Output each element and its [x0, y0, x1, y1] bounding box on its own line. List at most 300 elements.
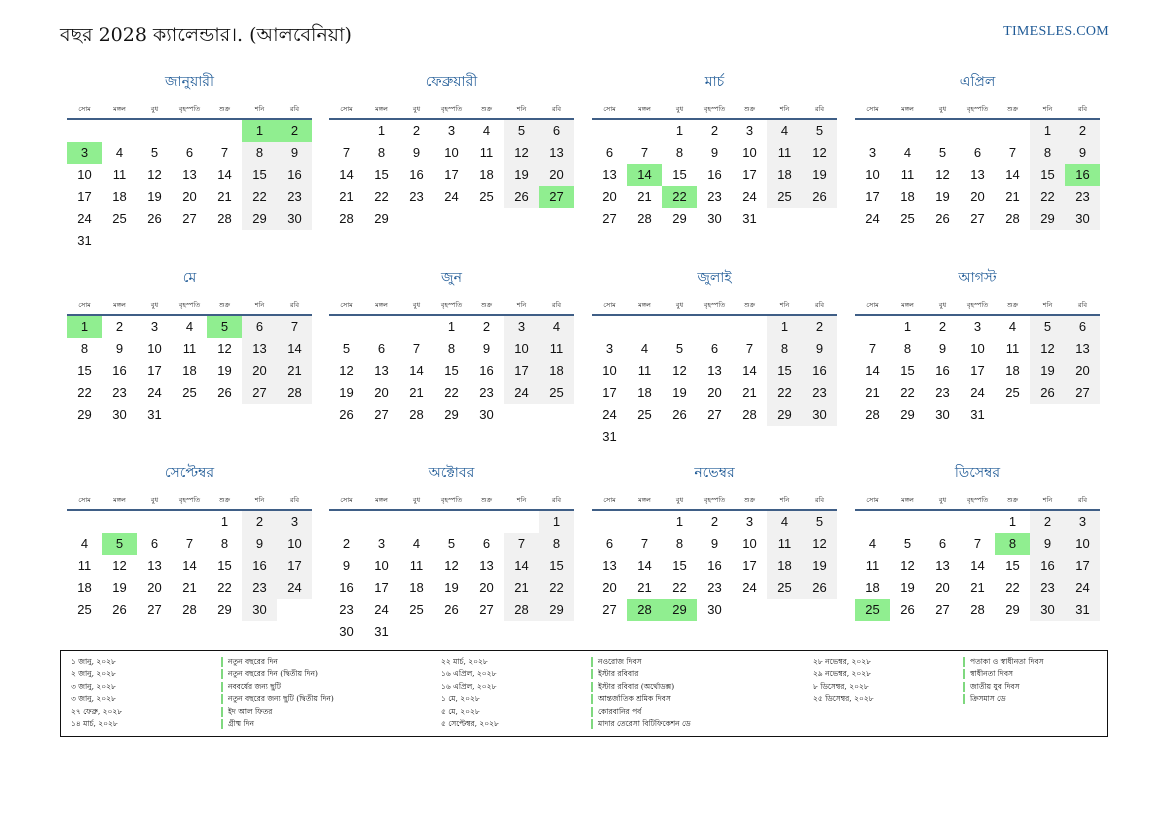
day-cell[interactable]: 10: [865, 167, 880, 182]
day-cell[interactable]: 15: [672, 167, 687, 182]
day-cell[interactable]: 10: [602, 363, 617, 378]
day-cell[interactable]: 7: [277, 316, 312, 338]
day-cell[interactable]: 20: [242, 360, 277, 382]
day-cell[interactable]: 29: [767, 404, 802, 426]
day-cell[interactable]: 30: [802, 404, 837, 426]
day-cell[interactable]: 1: [675, 514, 684, 529]
day-cell[interactable]: 22: [1030, 186, 1065, 208]
day-cell[interactable]: 21: [182, 580, 197, 595]
day-cell[interactable]: 18: [409, 580, 424, 595]
day-cell[interactable]: 10: [970, 341, 985, 356]
day-cell[interactable]: 22: [900, 385, 915, 400]
day-cell[interactable]: 24: [374, 602, 389, 617]
day-cell[interactable]: 29: [1030, 208, 1065, 230]
day-cell[interactable]: 13: [602, 558, 617, 573]
day-cell[interactable]: 18: [539, 360, 574, 382]
day-cell[interactable]: 20: [479, 580, 494, 595]
day-cell[interactable]: 6: [539, 120, 574, 142]
day-cell[interactable]: 6: [377, 341, 386, 356]
day-cell[interactable]: 11: [767, 142, 802, 164]
day-cell[interactable]: 30: [479, 407, 494, 422]
day-cell[interactable]: 2: [242, 511, 277, 533]
day-cell[interactable]: 30: [1065, 208, 1100, 230]
day-cell[interactable]: 2: [482, 319, 491, 334]
day-cell[interactable]: 2: [710, 123, 719, 138]
day-cell[interactable]: 1: [1030, 120, 1065, 142]
day-cell[interactable]: 9: [710, 536, 719, 551]
day-cell[interactable]: 14: [504, 555, 539, 577]
day-cell[interactable]: 8: [767, 338, 802, 360]
day-cell[interactable]: 3: [745, 514, 754, 529]
day-cell[interactable]: 1: [539, 511, 574, 533]
day-cell[interactable]: 29: [374, 211, 389, 226]
day-cell[interactable]: 17: [1065, 555, 1100, 577]
day-cell[interactable]: 9: [242, 533, 277, 555]
holiday-day-cell[interactable]: 5: [102, 533, 137, 555]
day-cell[interactable]: 24: [970, 385, 985, 400]
day-cell[interactable]: 13: [602, 167, 617, 182]
day-cell[interactable]: 9: [710, 145, 719, 160]
day-cell[interactable]: 8: [80, 341, 89, 356]
day-cell[interactable]: 23: [1030, 577, 1065, 599]
day-cell[interactable]: 12: [112, 558, 127, 573]
day-cell[interactable]: 16: [242, 555, 277, 577]
day-cell[interactable]: 19: [1030, 360, 1065, 382]
day-cell[interactable]: 31: [1065, 599, 1100, 621]
day-cell[interactable]: 27: [935, 602, 950, 617]
day-cell[interactable]: 12: [147, 167, 162, 182]
day-cell[interactable]: 24: [602, 407, 617, 422]
day-cell[interactable]: 26: [147, 211, 162, 226]
day-cell[interactable]: 15: [672, 558, 687, 573]
day-cell[interactable]: 4: [185, 319, 194, 334]
holiday-day-cell[interactable]: 2: [277, 120, 312, 142]
day-cell[interactable]: 7: [640, 536, 649, 551]
day-cell[interactable]: 20: [602, 189, 617, 204]
day-cell[interactable]: 1: [675, 123, 684, 138]
holiday-day-cell[interactable]: 22: [662, 186, 697, 208]
day-cell[interactable]: 21: [339, 189, 354, 204]
day-cell[interactable]: 22: [374, 189, 389, 204]
day-cell[interactable]: 3: [377, 536, 386, 551]
day-cell[interactable]: 7: [412, 341, 421, 356]
day-cell[interactable]: 2: [710, 514, 719, 529]
day-cell[interactable]: 28: [339, 211, 354, 226]
day-cell[interactable]: 5: [1030, 316, 1065, 338]
day-cell[interactable]: 23: [339, 602, 354, 617]
day-cell[interactable]: 29: [77, 407, 92, 422]
day-cell[interactable]: 21: [970, 580, 985, 595]
site-brand-link[interactable]: TIMESLES.COM: [1003, 24, 1109, 39]
day-cell[interactable]: 14: [182, 558, 197, 573]
day-cell[interactable]: 18: [479, 167, 494, 182]
day-cell[interactable]: 8: [675, 536, 684, 551]
day-cell[interactable]: 12: [935, 167, 950, 182]
day-cell[interactable]: 25: [539, 382, 574, 404]
day-cell[interactable]: 20: [539, 164, 574, 186]
day-cell[interactable]: 9: [412, 145, 421, 160]
day-cell[interactable]: 10: [1065, 533, 1100, 555]
day-cell[interactable]: 6: [242, 316, 277, 338]
day-cell[interactable]: 3: [1065, 511, 1100, 533]
day-cell[interactable]: 30: [1030, 599, 1065, 621]
day-cell[interactable]: 29: [242, 208, 277, 230]
day-cell[interactable]: 8: [447, 341, 456, 356]
day-cell[interactable]: 25: [479, 189, 494, 204]
day-cell[interactable]: 16: [409, 167, 424, 182]
day-cell[interactable]: 2: [802, 316, 837, 338]
day-cell[interactable]: 12: [900, 558, 915, 573]
day-cell[interactable]: 27: [479, 602, 494, 617]
day-cell[interactable]: 28: [742, 407, 757, 422]
day-cell[interactable]: 19: [802, 555, 837, 577]
day-cell[interactable]: 27: [374, 407, 389, 422]
day-cell[interactable]: 13: [539, 142, 574, 164]
day-cell[interactable]: 13: [707, 363, 722, 378]
day-cell[interactable]: 6: [605, 145, 614, 160]
day-cell[interactable]: 28: [277, 382, 312, 404]
day-cell[interactable]: 17: [742, 558, 757, 573]
day-cell[interactable]: 25: [112, 211, 127, 226]
day-cell[interactable]: 21: [409, 385, 424, 400]
day-cell[interactable]: 18: [637, 385, 652, 400]
day-cell[interactable]: 6: [605, 536, 614, 551]
day-cell[interactable]: 17: [602, 385, 617, 400]
day-cell[interactable]: 11: [409, 558, 424, 573]
day-cell[interactable]: 26: [672, 407, 687, 422]
day-cell[interactable]: 4: [539, 316, 574, 338]
day-cell[interactable]: 27: [970, 211, 985, 226]
holiday-day-cell[interactable]: 16: [1065, 164, 1100, 186]
holiday-day-cell[interactable]: 5: [207, 316, 242, 338]
holiday-day-cell[interactable]: 27: [539, 186, 574, 208]
day-cell[interactable]: 18: [865, 580, 880, 595]
day-cell[interactable]: 22: [767, 382, 802, 404]
day-cell[interactable]: 13: [1065, 338, 1100, 360]
day-cell[interactable]: 10: [742, 145, 757, 160]
day-cell[interactable]: 15: [217, 558, 232, 573]
day-cell[interactable]: 28: [217, 211, 232, 226]
day-cell[interactable]: 14: [409, 363, 424, 378]
day-cell[interactable]: 7: [504, 533, 539, 555]
day-cell[interactable]: 30: [277, 208, 312, 230]
day-cell[interactable]: 9: [1065, 142, 1100, 164]
day-cell[interactable]: 5: [447, 536, 456, 551]
day-cell[interactable]: 18: [1005, 363, 1020, 378]
day-cell[interactable]: 3: [447, 123, 456, 138]
day-cell[interactable]: 31: [742, 211, 757, 226]
day-cell[interactable]: 23: [802, 382, 837, 404]
day-cell[interactable]: 23: [707, 580, 722, 595]
day-cell[interactable]: 22: [672, 580, 687, 595]
day-cell[interactable]: 7: [973, 536, 982, 551]
day-cell[interactable]: 24: [1065, 577, 1100, 599]
day-cell[interactable]: 1: [220, 514, 229, 529]
day-cell[interactable]: 10: [277, 533, 312, 555]
day-cell[interactable]: 5: [675, 341, 684, 356]
day-cell[interactable]: 12: [802, 533, 837, 555]
day-cell[interactable]: 14: [637, 558, 652, 573]
day-cell[interactable]: 1: [447, 319, 456, 334]
day-cell[interactable]: 30: [112, 407, 127, 422]
day-cell[interactable]: 8: [1030, 142, 1065, 164]
holiday-day-cell[interactable]: 3: [67, 142, 102, 164]
day-cell[interactable]: 11: [637, 363, 652, 378]
day-cell[interactable]: 15: [1030, 164, 1065, 186]
day-cell[interactable]: 10: [742, 536, 757, 551]
day-cell[interactable]: 5: [938, 145, 947, 160]
holiday-day-cell[interactable]: 14: [627, 164, 662, 186]
day-cell[interactable]: 25: [637, 407, 652, 422]
day-cell[interactable]: 20: [147, 580, 162, 595]
day-cell[interactable]: 17: [970, 363, 985, 378]
day-cell[interactable]: 19: [802, 164, 837, 186]
day-cell[interactable]: 11: [479, 145, 494, 160]
day-cell[interactable]: 31: [77, 233, 92, 248]
day-cell[interactable]: 27: [182, 211, 197, 226]
day-cell[interactable]: 29: [444, 407, 459, 422]
day-cell[interactable]: 29: [1005, 602, 1020, 617]
day-cell[interactable]: 9: [802, 338, 837, 360]
day-cell[interactable]: 9: [342, 558, 351, 573]
day-cell[interactable]: 12: [672, 363, 687, 378]
holiday-day-cell[interactable]: 29: [662, 599, 697, 621]
day-cell[interactable]: 2: [938, 319, 947, 334]
day-cell[interactable]: 18: [900, 189, 915, 204]
day-cell[interactable]: 21: [217, 189, 232, 204]
day-cell[interactable]: 26: [217, 385, 232, 400]
day-cell[interactable]: 28: [1005, 211, 1020, 226]
day-cell[interactable]: 11: [767, 533, 802, 555]
day-cell[interactable]: 7: [868, 341, 877, 356]
day-cell[interactable]: 24: [147, 385, 162, 400]
day-cell[interactable]: 24: [742, 189, 757, 204]
day-cell[interactable]: 10: [147, 341, 162, 356]
day-cell[interactable]: 20: [707, 385, 722, 400]
day-cell[interactable]: 21: [865, 385, 880, 400]
day-cell[interactable]: 12: [1030, 338, 1065, 360]
day-cell[interactable]: 24: [504, 382, 539, 404]
day-cell[interactable]: 20: [935, 580, 950, 595]
day-cell[interactable]: 25: [1005, 385, 1020, 400]
day-cell[interactable]: 25: [767, 186, 802, 208]
day-cell[interactable]: 19: [504, 164, 539, 186]
day-cell[interactable]: 7: [640, 145, 649, 160]
day-cell[interactable]: 14: [970, 558, 985, 573]
day-cell[interactable]: 24: [77, 211, 92, 226]
day-cell[interactable]: 4: [115, 145, 124, 160]
day-cell[interactable]: 27: [602, 211, 617, 226]
day-cell[interactable]: 23: [112, 385, 127, 400]
day-cell[interactable]: 11: [112, 167, 127, 182]
day-cell[interactable]: 11: [539, 338, 574, 360]
day-cell[interactable]: 16: [707, 167, 722, 182]
day-cell[interactable]: 26: [900, 602, 915, 617]
day-cell[interactable]: 16: [479, 363, 494, 378]
day-cell[interactable]: 14: [277, 338, 312, 360]
day-cell[interactable]: 14: [339, 167, 354, 182]
day-cell[interactable]: 15: [1005, 558, 1020, 573]
day-cell[interactable]: 16: [935, 363, 950, 378]
day-cell[interactable]: 26: [1030, 382, 1065, 404]
day-cell[interactable]: 17: [444, 167, 459, 182]
day-cell[interactable]: 28: [865, 407, 880, 422]
day-cell[interactable]: 21: [1005, 189, 1020, 204]
day-cell[interactable]: 3: [277, 511, 312, 533]
day-cell[interactable]: 4: [1008, 319, 1017, 334]
day-cell[interactable]: 28: [409, 407, 424, 422]
day-cell[interactable]: 22: [242, 186, 277, 208]
day-cell[interactable]: 26: [802, 577, 837, 599]
day-cell[interactable]: 13: [479, 558, 494, 573]
day-cell[interactable]: 8: [377, 145, 386, 160]
day-cell[interactable]: 28: [182, 602, 197, 617]
day-cell[interactable]: 23: [479, 385, 494, 400]
day-cell[interactable]: 21: [504, 577, 539, 599]
day-cell[interactable]: 27: [707, 407, 722, 422]
day-cell[interactable]: 4: [903, 145, 912, 160]
day-cell[interactable]: 21: [742, 385, 757, 400]
day-cell[interactable]: 8: [675, 145, 684, 160]
day-cell[interactable]: 22: [1005, 580, 1020, 595]
day-cell[interactable]: 30: [339, 624, 354, 639]
day-cell[interactable]: 22: [217, 580, 232, 595]
day-cell[interactable]: 19: [935, 189, 950, 204]
day-cell[interactable]: 24: [865, 211, 880, 226]
day-cell[interactable]: 6: [973, 145, 982, 160]
day-cell[interactable]: 20: [970, 189, 985, 204]
day-cell[interactable]: 17: [742, 167, 757, 182]
day-cell[interactable]: 3: [973, 319, 982, 334]
day-cell[interactable]: 17: [147, 363, 162, 378]
day-cell[interactable]: 29: [672, 211, 687, 226]
day-cell[interactable]: 23: [242, 577, 277, 599]
day-cell[interactable]: 17: [504, 360, 539, 382]
day-cell[interactable]: 9: [482, 341, 491, 356]
day-cell[interactable]: 6: [185, 145, 194, 160]
day-cell[interactable]: 19: [672, 385, 687, 400]
day-cell[interactable]: 26: [339, 407, 354, 422]
day-cell[interactable]: 27: [242, 382, 277, 404]
day-cell[interactable]: 7: [185, 536, 194, 551]
day-cell[interactable]: 4: [640, 341, 649, 356]
day-cell[interactable]: 1: [377, 123, 386, 138]
day-cell[interactable]: 6: [150, 536, 159, 551]
day-cell[interactable]: 5: [504, 120, 539, 142]
day-cell[interactable]: 27: [147, 602, 162, 617]
day-cell[interactable]: 12: [802, 142, 837, 164]
day-cell[interactable]: 28: [504, 599, 539, 621]
day-cell[interactable]: 7: [1008, 145, 1017, 160]
day-cell[interactable]: 22: [539, 577, 574, 599]
day-cell[interactable]: 4: [412, 536, 421, 551]
day-cell[interactable]: 13: [970, 167, 985, 182]
day-cell[interactable]: 15: [77, 363, 92, 378]
day-cell[interactable]: 23: [707, 189, 722, 204]
day-cell[interactable]: 16: [802, 360, 837, 382]
day-cell[interactable]: 2: [1030, 511, 1065, 533]
day-cell[interactable]: 18: [112, 189, 127, 204]
day-cell[interactable]: 26: [112, 602, 127, 617]
day-cell[interactable]: 15: [444, 363, 459, 378]
day-cell[interactable]: 11: [1005, 341, 1020, 356]
day-cell[interactable]: 8: [539, 533, 574, 555]
day-cell[interactable]: 3: [868, 145, 877, 160]
day-cell[interactable]: 14: [742, 363, 757, 378]
day-cell[interactable]: 20: [1065, 360, 1100, 382]
day-cell[interactable]: 13: [374, 363, 389, 378]
day-cell[interactable]: 9: [277, 142, 312, 164]
day-cell[interactable]: 2: [342, 536, 351, 551]
day-cell[interactable]: 7: [220, 145, 229, 160]
day-cell[interactable]: 25: [767, 577, 802, 599]
day-cell[interactable]: 28: [970, 602, 985, 617]
day-cell[interactable]: 30: [242, 599, 277, 621]
day-cell[interactable]: 20: [602, 580, 617, 595]
day-cell[interactable]: 16: [707, 558, 722, 573]
day-cell[interactable]: 15: [374, 167, 389, 182]
day-cell[interactable]: 1: [903, 319, 912, 334]
day-cell[interactable]: 25: [409, 602, 424, 617]
day-cell[interactable]: 12: [217, 341, 232, 356]
day-cell[interactable]: 23: [1065, 186, 1100, 208]
day-cell[interactable]: 23: [935, 385, 950, 400]
day-cell[interactable]: 29: [539, 599, 574, 621]
day-cell[interactable]: 25: [182, 385, 197, 400]
day-cell[interactable]: 26: [444, 602, 459, 617]
day-cell[interactable]: 30: [935, 407, 950, 422]
day-cell[interactable]: 29: [217, 602, 232, 617]
day-cell[interactable]: 20: [374, 385, 389, 400]
day-cell[interactable]: 1: [1008, 514, 1017, 529]
day-cell[interactable]: 7: [745, 341, 754, 356]
day-cell[interactable]: 6: [482, 536, 491, 551]
day-cell[interactable]: 31: [374, 624, 389, 639]
day-cell[interactable]: 18: [182, 363, 197, 378]
day-cell[interactable]: 5: [802, 511, 837, 533]
day-cell[interactable]: 10: [444, 145, 459, 160]
day-cell[interactable]: 15: [242, 164, 277, 186]
day-cell[interactable]: 13: [147, 558, 162, 573]
day-cell[interactable]: 3: [745, 123, 754, 138]
day-cell[interactable]: 9: [938, 341, 947, 356]
day-cell[interactable]: 11: [900, 167, 915, 182]
day-cell[interactable]: 13: [242, 338, 277, 360]
day-cell[interactable]: 27: [602, 602, 617, 617]
day-cell[interactable]: 10: [77, 167, 92, 182]
day-cell[interactable]: 13: [935, 558, 950, 573]
day-cell[interactable]: 24: [742, 580, 757, 595]
day-cell[interactable]: 20: [182, 189, 197, 204]
day-cell[interactable]: 12: [339, 363, 354, 378]
day-cell[interactable]: 4: [482, 123, 491, 138]
day-cell[interactable]: 18: [767, 164, 802, 186]
day-cell[interactable]: 8: [242, 142, 277, 164]
day-cell[interactable]: 31: [602, 429, 617, 444]
day-cell[interactable]: 25: [77, 602, 92, 617]
holiday-day-cell[interactable]: 25: [855, 599, 890, 621]
day-cell[interactable]: 14: [217, 167, 232, 182]
day-cell[interactable]: 9: [115, 341, 124, 356]
day-cell[interactable]: 16: [112, 363, 127, 378]
day-cell[interactable]: 30: [707, 602, 722, 617]
day-cell[interactable]: 4: [767, 511, 802, 533]
day-cell[interactable]: 23: [277, 186, 312, 208]
day-cell[interactable]: 17: [374, 580, 389, 595]
day-cell[interactable]: 18: [767, 555, 802, 577]
day-cell[interactable]: 7: [342, 145, 351, 160]
day-cell[interactable]: 6: [938, 536, 947, 551]
